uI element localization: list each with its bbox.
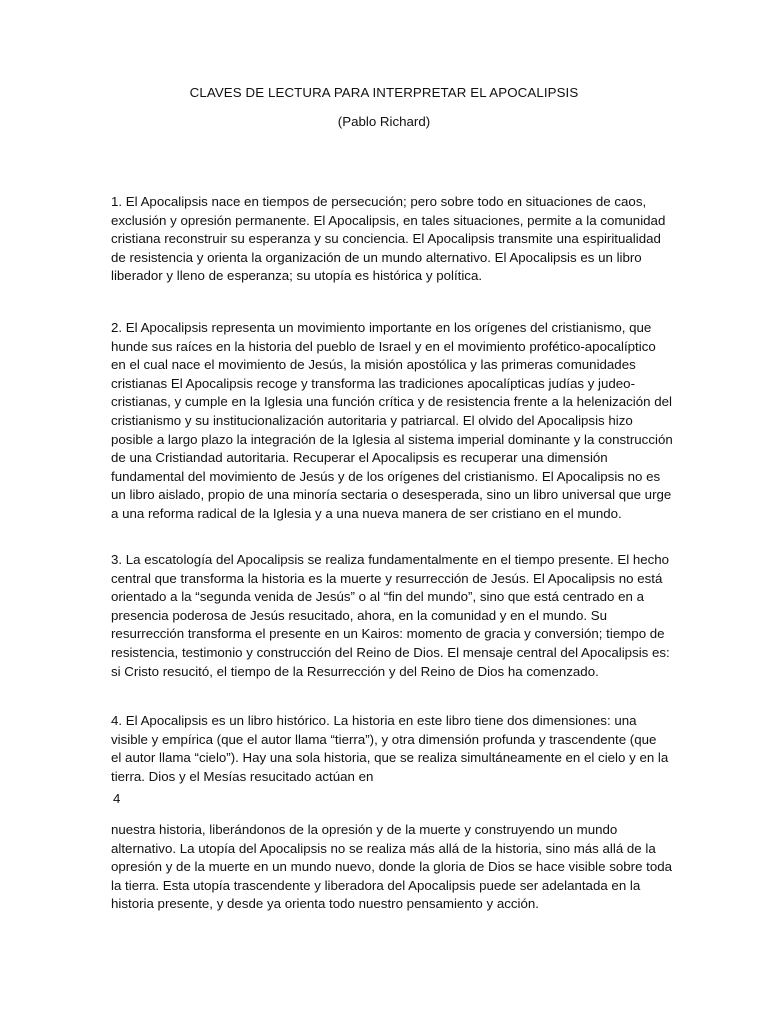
paragraph-line: resistencia, testimonio y construcción del Reino de Dios. El mensaje central del Apocalipsis es: [111, 644, 670, 660]
paragraph-3 [111, 551, 670, 681]
paragraph-line: posible a largo plazo la integración de la Iglesia al sistema imperial dominante y la construcción [111, 431, 673, 447]
paragraph-line: central que transforma la historia es la muerte y resurrección de Jesús. El Apocalipsis no está [111, 570, 663, 586]
paragraph-line: cristianismo y su institucionalización autoritaria y patriarcal. El olvido del Apocalipsis hizo [111, 412, 633, 428]
paragraph-line: opresión y de la muerte en un mundo nuevo, donde la gloria de Dios se hace visible sobre toda [111, 859, 673, 875]
paragraph-1 [111, 193, 666, 286]
paragraph-line: el autor llama “cielo”). Hay una sola historia, que se realiza simultáneamente en el cielo y en la [111, 750, 669, 766]
paragraph-line: historia presente, y desde ya orienta todo nuestro pensamiento y acción. [111, 896, 539, 912]
paragraph-line: hunde sus raíces en la historia del pueblo de Israel y en el movimiento profético-apocalíptico [111, 338, 656, 354]
document-title: CLAVES DE LECTURA PARA INTERPRETAR EL APOCALIPSIS [189, 85, 579, 100]
paragraph-line: a una reforma radical de la Iglesia y a una nueva manera de ser cristiano en el mundo. [111, 505, 622, 521]
paragraph-line: cristiana reconstruir su esperanza y su conciencia. El Apocalipsis transmite una espiritualidad [111, 231, 661, 247]
paragraph-line: alternativo. La utopía del Apocalipsis no se realiza más allá de la historia, sino más allá de la [111, 840, 656, 856]
paragraph-4-continuation [111, 821, 673, 914]
page-number: 4 [113, 791, 121, 806]
paragraph-line: de resistencia y orienta la organización de un mundo alternativo. El Apocalipsis es un libro [111, 249, 642, 265]
paragraph-line: exclusión y opresión permanente. El Apocalipsis, en tales situaciones, permite a la comunidad [111, 212, 666, 228]
paragraph-line: de una Cristiandad autoritaria. Recuperar el Apocalipsis es recuperar una dimensión [111, 450, 608, 466]
paragraph-line: tierra. Dios y el Mesías resucitado actúan en [111, 768, 374, 784]
document-author: (Pablo Richard) [337, 114, 431, 129]
paragraph-line: 1. El Apocalipsis nace en tiempos de persecución; pero sobre todo en situaciones de caos, [111, 194, 647, 209]
paragraph-line: 3. La escatología del Apocalipsis se realiza fundamentalmente en el tiempo presente. El hecho [111, 552, 670, 567]
paragraph-line: resurrección transforma el presente en un Kairos: momento de gracia y conversión; tiempo de [111, 626, 665, 642]
paragraph-line: en el cual nace el movimiento de Jesús, la misión apostólica y las primeras comunidades [111, 357, 636, 373]
paragraph-line: liberador y lleno de esperanza; su utopía es histórica y política. [111, 268, 483, 284]
paragraph-line: presencia poderosa de Jesús resucitado, ahora, en la comunidad y en el mundo. Su [111, 607, 607, 623]
paragraph-line: orientado a la “segunda venida de Jesús” o al “fin del mundo”, sino que está centrado en a [111, 589, 644, 605]
paragraph-line: 4. El Apocalipsis es un libro histórico. La historia en este libro tiene dos dimensiones: una [111, 713, 637, 728]
paragraph-line: nuestra historia, liberándonos de la opresión y de la muerte y construyendo un mundo [111, 822, 618, 837]
paragraph-line: visible y empírica (que el autor llama “tierra”), y otra dimensión profunda y trascendente (que [111, 731, 657, 747]
paragraph-4 [111, 712, 669, 786]
paragraph-line: fundamental del movimiento de Jesús y de los orígenes del cristianismo. El Apocalipsis no es [111, 468, 661, 484]
paragraph-line: cristianas El Apocalipsis recoge y transforma las tradiciones apocalípticas judías y judeo- [111, 375, 636, 391]
paragraph-line: la tierra. Esta utopía trascendente y liberadora del Apocalipsis puede ser adelantada en la [111, 877, 641, 893]
paragraph-line: si Cristo resucitó, el tiempo de la Resurrección y del Reino de Dios ha comenzado. [111, 663, 599, 679]
paragraph-2 [111, 319, 673, 524]
paragraph-line: un libro aislado, propio de una minoría sectaria o desesperada, sino un libro universal que urge [111, 487, 672, 503]
paragraph-line: 2. El Apocalipsis representa un movimiento importante en los orígenes del cristianismo, que [111, 320, 652, 335]
paragraph-line: cristianas, y cumple en la Iglesia una función crítica y de resistencia frente a la helenización del [111, 394, 672, 410]
